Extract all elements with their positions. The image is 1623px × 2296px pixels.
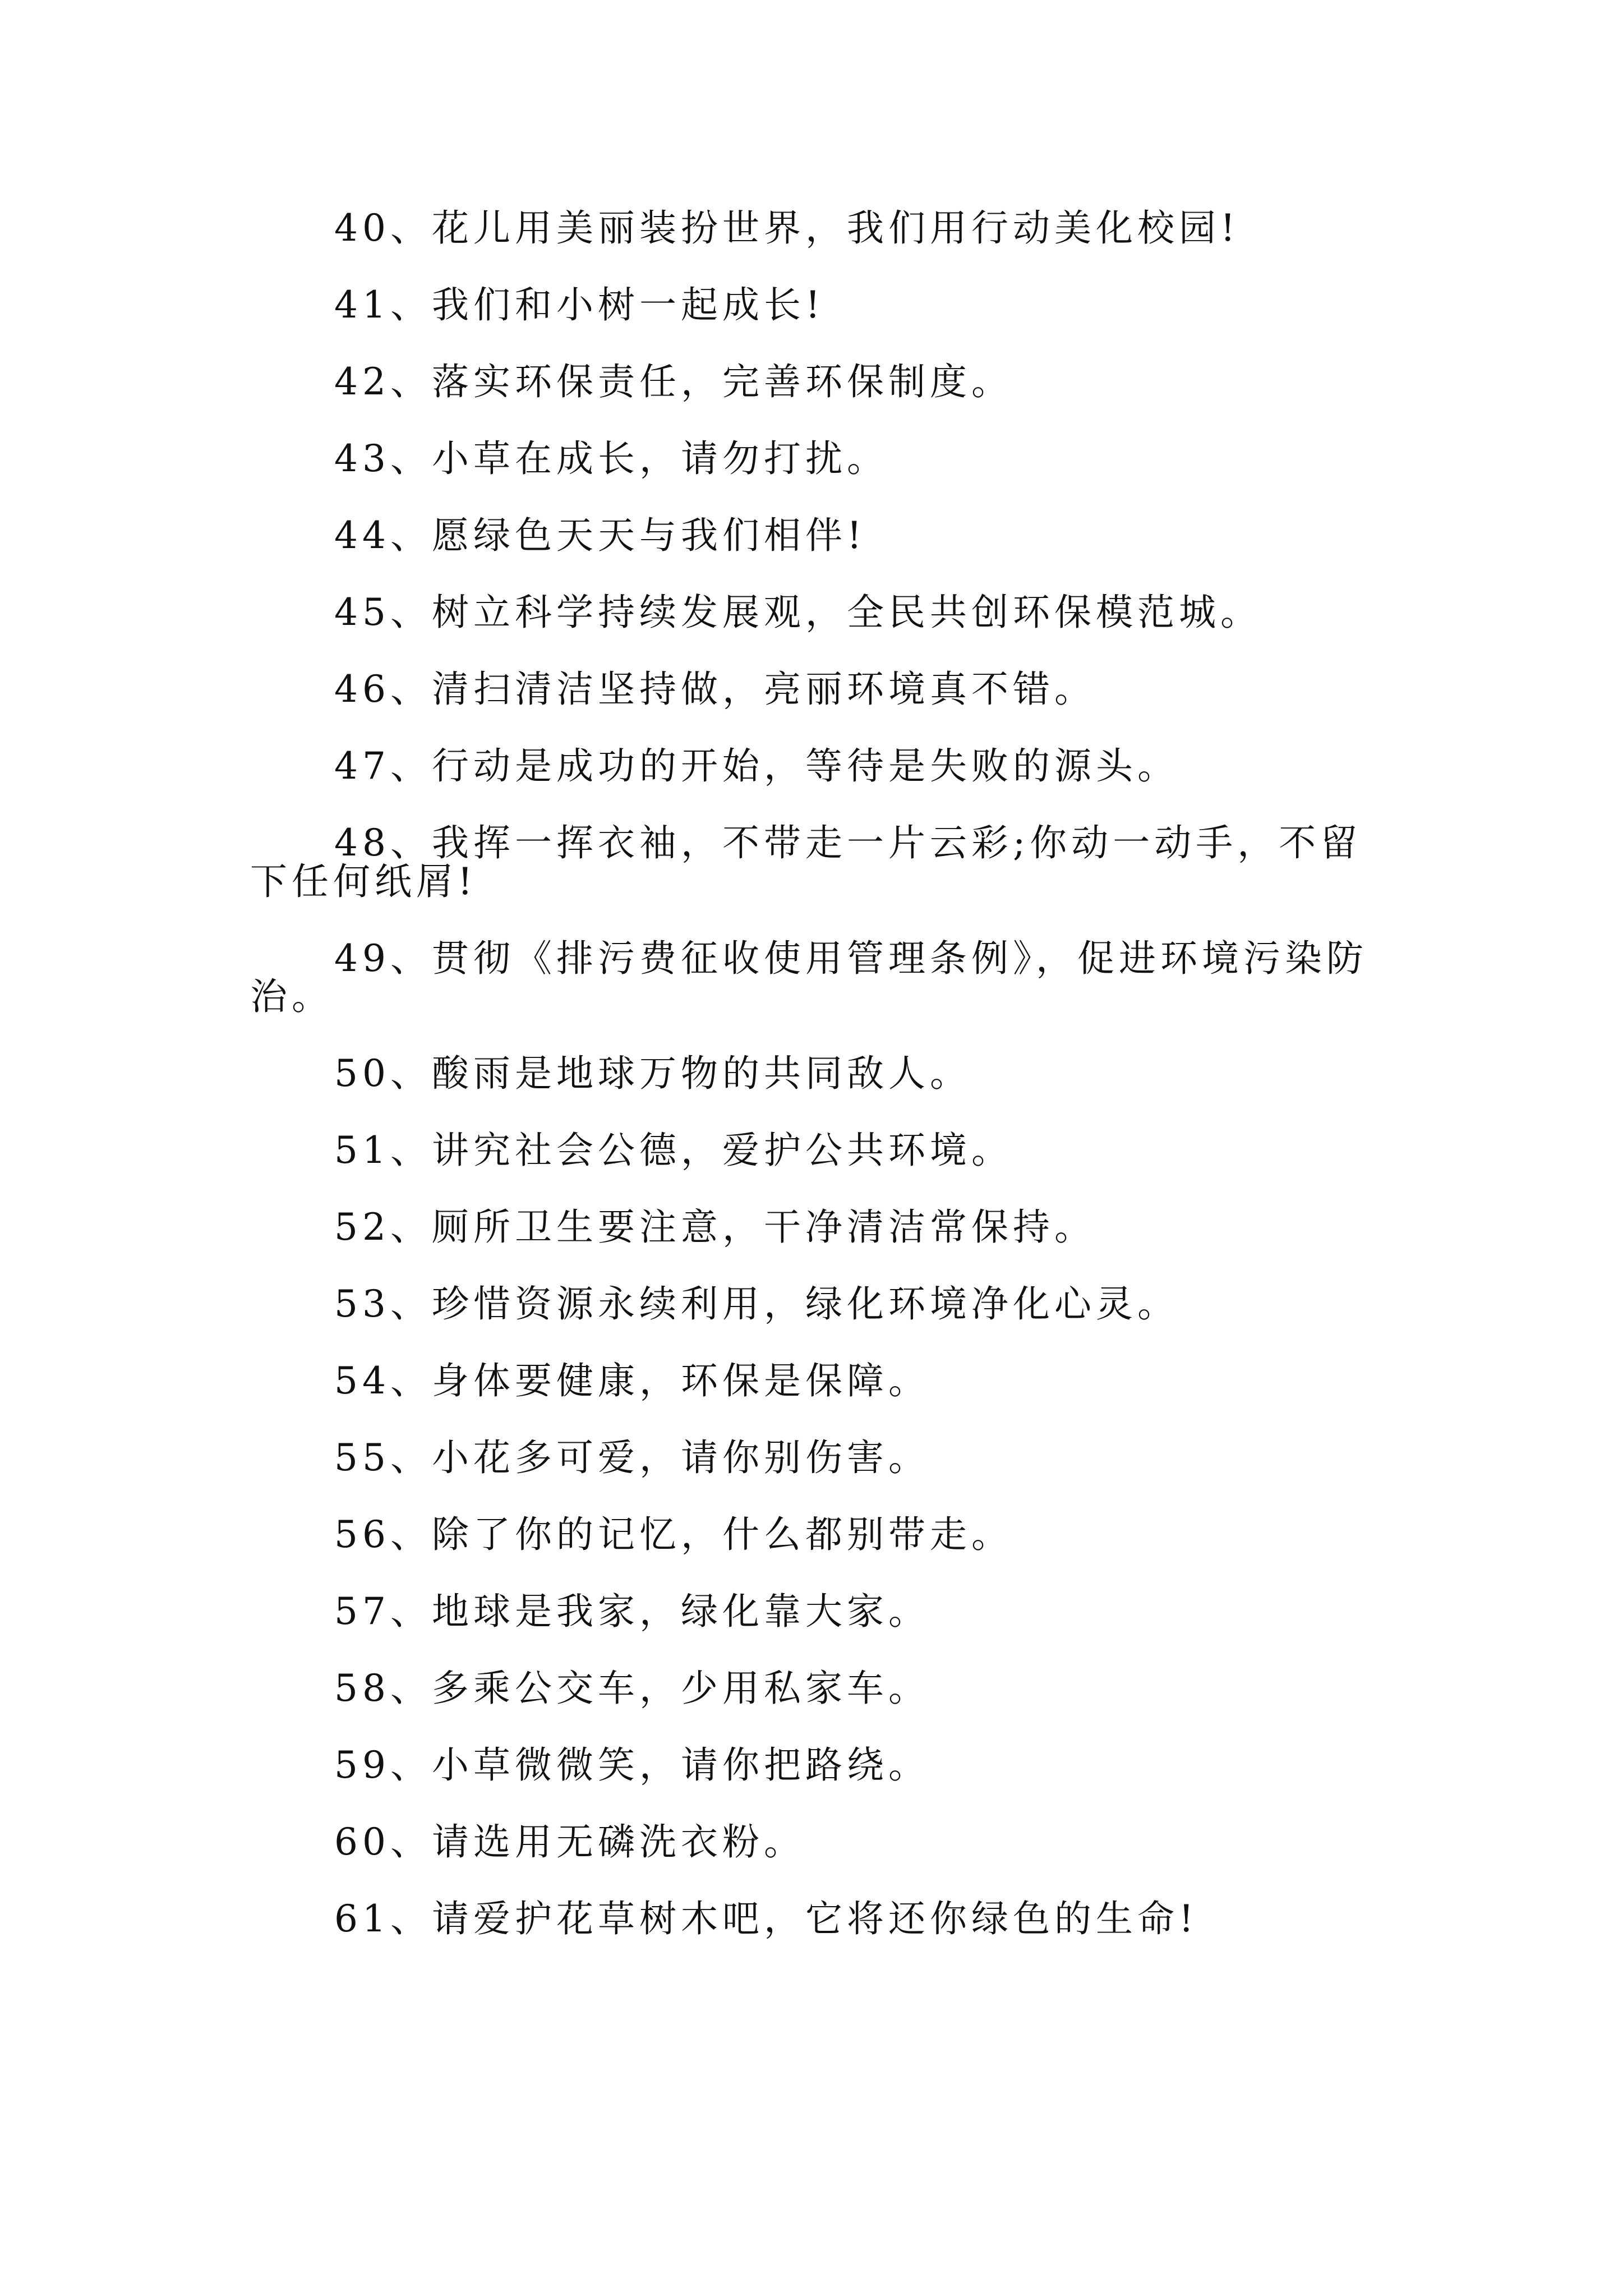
- slogan-item-53: 53、珍惜资源永续利用，绿化环境净化心灵。: [334, 1282, 1179, 1326]
- slogan-item-46: 46、清扫清洁坚持做，亮丽环境真不错。: [334, 668, 1096, 711]
- slogan-item-54: 54、身体要健康，环保是保障。: [334, 1359, 930, 1402]
- slogan-item-45: 45、树立科学持续发展观，全民共创环保模范城。: [334, 591, 1262, 634]
- slogan-item-44: 44、愿绿色天天与我们相伴!: [334, 514, 866, 557]
- slogan-item-52: 52、厕所卫生要注意，干净清洁常保持。: [334, 1205, 1096, 1249]
- slogan-item-56: 56、除了你的记忆，什么都别带走。: [334, 1513, 1013, 1556]
- slogan-item-60: 60、请选用无磷洗衣粉。: [334, 1820, 805, 1864]
- slogan-item-42: 42、落实环保责任，完善环保制度。: [334, 360, 1013, 403]
- slogan-item-55: 55、小花多可爱，请你别伤害。: [334, 1436, 930, 1479]
- slogan-item-47: 47、行动是成功的开始，等待是失败的源头。: [334, 744, 1179, 788]
- slogan-item-49: 49、贯彻《排污费征收使用管理条例》，促进环境污染防治。: [250, 936, 1368, 1018]
- slogan-item-50: 50、酸雨是地球万物的共同敌人。: [334, 1052, 971, 1095]
- slogan-list: [250, 206, 1394, 1977]
- slogan-item-58: 58、多乘公交车，少用私家车。: [334, 1667, 930, 1710]
- slogan-item-57: 57、地球是我家，绿化靠大家。: [334, 1590, 930, 1633]
- slogan-item-48: 48、我挥一挥衣袖，不带走一片云彩;你动一动手，不留下任何纸屑!: [250, 821, 1362, 903]
- slogan-item-59: 59、小草微微笑，请你把路绕。: [334, 1743, 930, 1787]
- slogan-item-61: 61、请爱护花草树木吧，它将还你绿色的生命!: [334, 1897, 1198, 1940]
- slogan-item-43: 43、小草在成长，请勿打扰。: [334, 437, 888, 480]
- slogan-item-40: 40、花儿用美丽装扮世界，我们用行动美化校园!: [334, 206, 1240, 250]
- slogan-item-41: 41、我们和小树一起成长!: [334, 283, 825, 326]
- slogan-item-51: 51、讲究社会公德，爱护公共环境。: [334, 1129, 1013, 1172]
